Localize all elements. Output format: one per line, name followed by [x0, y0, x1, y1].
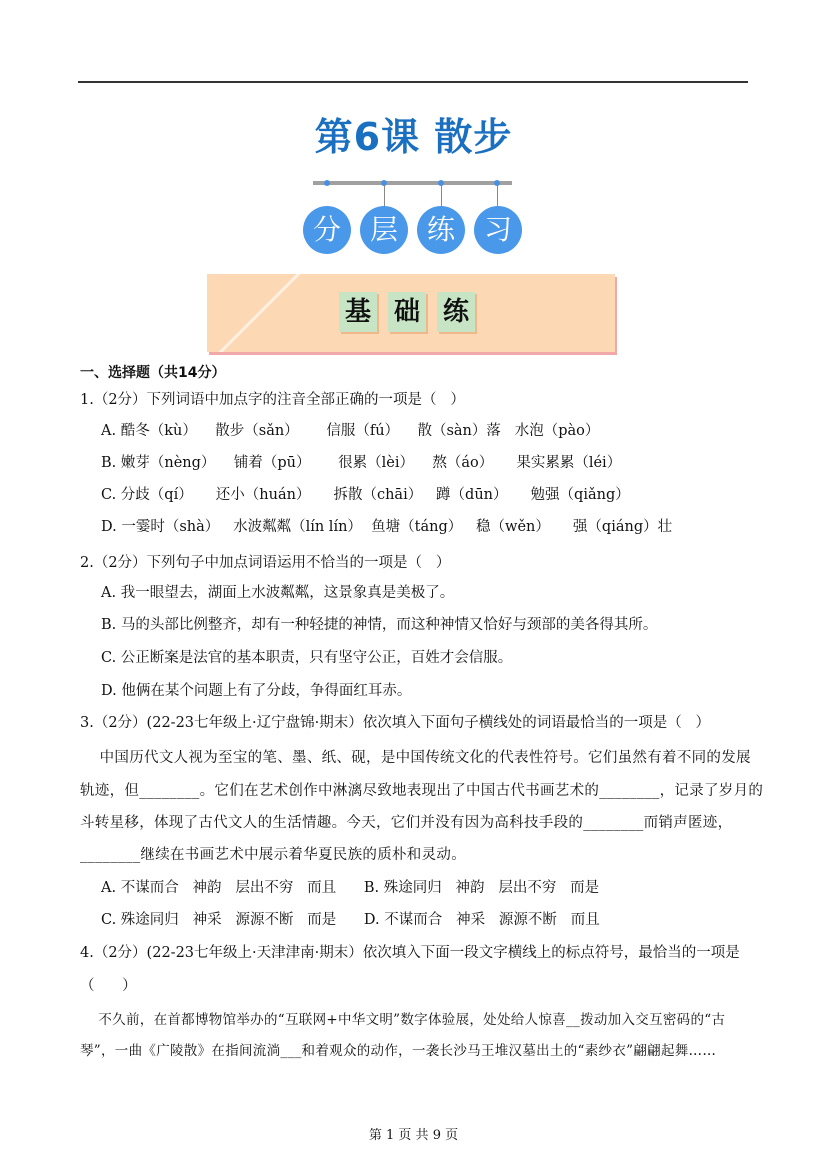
section-heading: 一、选择题（共14分）	[80, 365, 226, 381]
q3-passage-line: 轨迹，但________。它们在艺术创作中淋漓尽致地表现出了中国古代书画艺术的________，记录了岁月的	[80, 783, 764, 799]
q1-option-c: C. 分歧（qí） 还小（huán） 拆散（chāi） 蹲（dūn） 勉强（qiǎng）	[101, 487, 630, 503]
page-title: 第6课 散步	[314, 115, 513, 159]
q1-option-d: D. 一霎时（shà） 水波粼粼（lín lín） 鱼塘（táng） 稳（wěn） 强（qiáng）壮	[101, 519, 673, 535]
banner-tile: 基	[339, 292, 377, 332]
banner-tile: 练	[437, 292, 475, 332]
q3-passage-line: ________继续在书画艺术中展示着华夏民族的质朴和灵动。	[80, 847, 466, 863]
q1-option-a: A. 酷冬（kù） 散步（sǎn） 信服（fú） 散（sàn）落 水泡（pào）	[101, 423, 600, 439]
banner-tile: 础	[388, 292, 426, 332]
q4-answer-paren: （ ）	[80, 978, 137, 994]
section-banner	[207, 274, 615, 352]
pin-icon	[324, 180, 330, 186]
q1-option-b: B. 嫩芽（nèng） 铺着（pū） 很累（lèi） 熬（áo） 果实累累（léi）	[101, 455, 622, 471]
q3-passage-line: 中国历代文人视为至宝的笔、墨、纸、砚，是中国传统文化的代表性符号。它们虽然有着不同的发展	[80, 750, 751, 766]
question-3-stem: 3.（2分）(22-23七年级上·辽宁盘锦·期末）依次填入下面句子横线处的词语最恰当的一项是（ ）	[80, 715, 711, 731]
question-4-stem: 4.（2分）(22-23七年级上·天津津南·期末）依次填入下面一段文字横线上的标点符号，最恰当的一项是	[80, 945, 740, 961]
badge-char: 分	[303, 206, 351, 254]
badge-hanger-bar	[313, 181, 512, 185]
q4-passage-line: 琴”，一曲《广陵散》在指间流淌___和着观众的动作，一袭长沙马王堆汉墓出土的“素纱衣”翩翩起舞……	[80, 1043, 717, 1059]
q2-option-b: B. 马的头部比例整齐，却有一种轻捷的神情，而这种神情又恰好与颈部的美各得其所。	[101, 617, 658, 633]
question-2-stem: 2.（2分）下列句子中加点词语运用不恰当的一项是（ ）	[80, 555, 451, 571]
badge-char: 层	[360, 206, 408, 254]
q3-options-cd: C. 殊途同归 神采 源源不断 而是 D. 不谋而合 神采 源源不断 而且	[101, 912, 600, 928]
banner-gloss	[214, 274, 301, 352]
header-rule	[78, 81, 748, 83]
q2-option-a: A. 我一眼望去，湖面上水波粼粼，这景象真是美极了。	[101, 585, 455, 601]
badge-char: 习	[474, 206, 522, 254]
q3-passage-line: 斗转星移，体现了古代文人的生活情趣。今天，它们并没有因为高科技手段的________而销声匿迹，	[80, 815, 733, 831]
badge-char: 练	[417, 206, 465, 254]
question-1-stem: 1.（2分）下列词语中加点字的注音全部正确的一项是（ ）	[80, 392, 465, 408]
q3-options-ab: A. 不谋而合 神韵 层出不穷 而且 B. 殊途同归 神韵 层出不穷 而是	[101, 880, 600, 896]
page-footer: 第 1 页 共 9 页	[368, 1128, 459, 1143]
q2-option-c: C. 公正断案是法官的基本职责，只有坚守公正，百姓才会信服。	[101, 650, 513, 666]
q2-option-d: D. 他俩在某个问题上有了分歧，争得面红耳赤。	[101, 683, 412, 699]
q4-passage-line: 不久前，在首都博物馆举办的“互联网+中华文明”数字体验展，处处给人惊喜__拨动加入交互密码的“古	[80, 1012, 726, 1028]
